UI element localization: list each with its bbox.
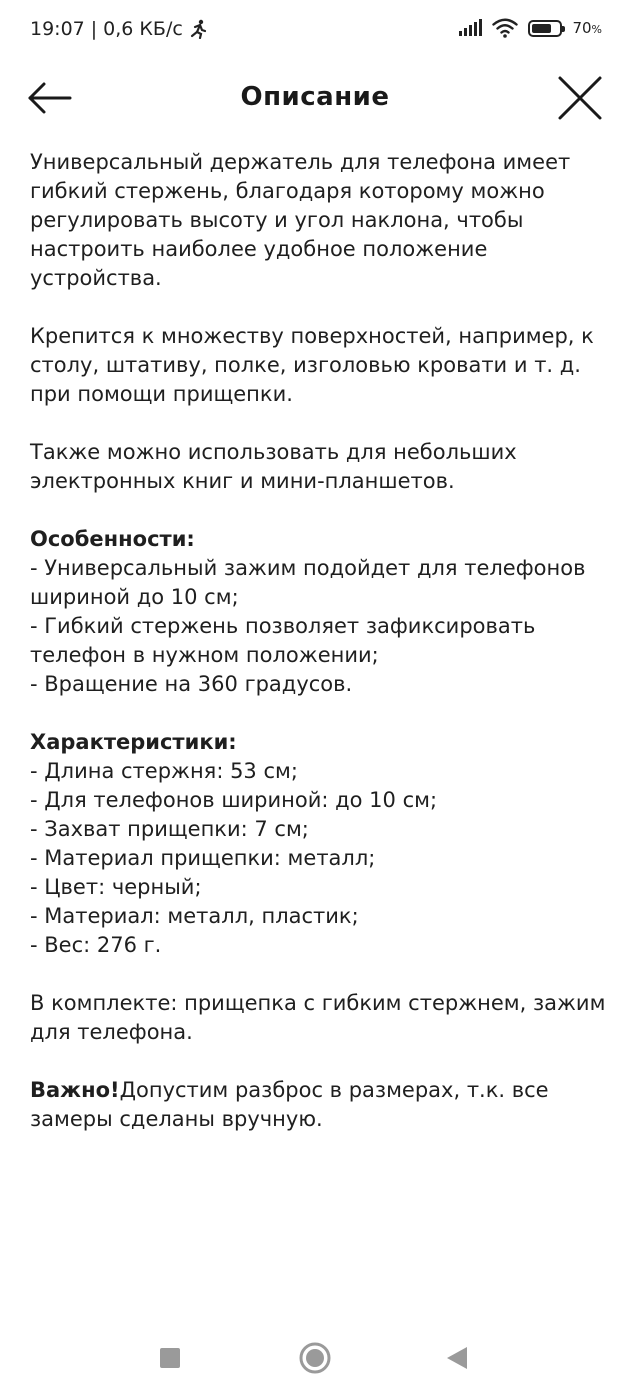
spec-item: - Материал: металл, пластик;	[30, 904, 359, 928]
status-bar	[0, 0, 630, 62]
status-separator: |	[90, 18, 98, 40]
status-time: 19:07	[30, 18, 85, 40]
spec-item: - Цвет: черный;	[30, 875, 202, 899]
battery-percent: 70%	[572, 19, 602, 37]
page-title: Описание	[240, 82, 390, 112]
status-right	[459, 18, 602, 38]
important-text: Допустим разброс в размерах, т.к. все замеры сделаны вручную.	[30, 1078, 549, 1131]
specs-title: Характеристики:	[30, 730, 237, 754]
description-important	[30, 1076, 610, 1134]
description-intro: Универсальный держатель для телефона имеет гибкий стержень, благодаря которому можно регулировать высоту и угол наклона, чтобы настроить наиболее удобное положение устройства.	[30, 150, 571, 290]
battery-fill	[532, 24, 550, 33]
spec-item: - Для телефонов шириной: до 10 см;	[30, 788, 438, 812]
header	[0, 68, 630, 130]
triangle-left-icon[interactable]	[446, 1346, 468, 1370]
important-label: Важно!	[30, 1078, 120, 1102]
system-nav-bar	[0, 1330, 630, 1390]
features-section	[30, 525, 610, 699]
square-icon[interactable]	[160, 1348, 180, 1368]
spec-item: - Вес: 276 г.	[30, 933, 162, 957]
close-icon	[556, 74, 604, 122]
signal-icon	[459, 20, 482, 36]
feature-item: - Гибкий стержень позволяет зафиксировать телефон в нужном положении;	[30, 614, 536, 667]
circle-icon[interactable]	[299, 1342, 331, 1374]
spec-item: - Захват прищепки: 7 см;	[30, 817, 309, 841]
runner-icon	[189, 19, 207, 39]
status-network-speed: 0,6 КБ/с	[103, 18, 183, 40]
feature-item: - Вращение на 360 градусов.	[30, 672, 353, 696]
wifi-icon	[492, 18, 518, 38]
close-button[interactable]	[556, 74, 604, 122]
features-title: Особенности:	[30, 527, 195, 551]
battery-icon	[528, 20, 562, 37]
feature-item: - Универсальный зажим подойдет для телефонов шириной до 10 см;	[30, 556, 586, 609]
spec-item: - Материал прищепки: металл;	[30, 846, 376, 870]
status-left	[30, 18, 207, 40]
description-usage: Также можно использовать для небольших электронных книг и мини-планшетов.	[30, 440, 517, 493]
description-content	[30, 148, 610, 1163]
description-mount: Крепится к множеству поверхностей, например, к столу, штативу, полке, изголовью кровати и т. д. при помощи прищепки.	[30, 324, 594, 406]
specs-section	[30, 728, 610, 960]
spec-item: - Длина стержня: 53 см;	[30, 759, 298, 783]
description-package: В комплекте: прищепка с гибким стержнем, зажим для телефона.	[30, 991, 606, 1044]
